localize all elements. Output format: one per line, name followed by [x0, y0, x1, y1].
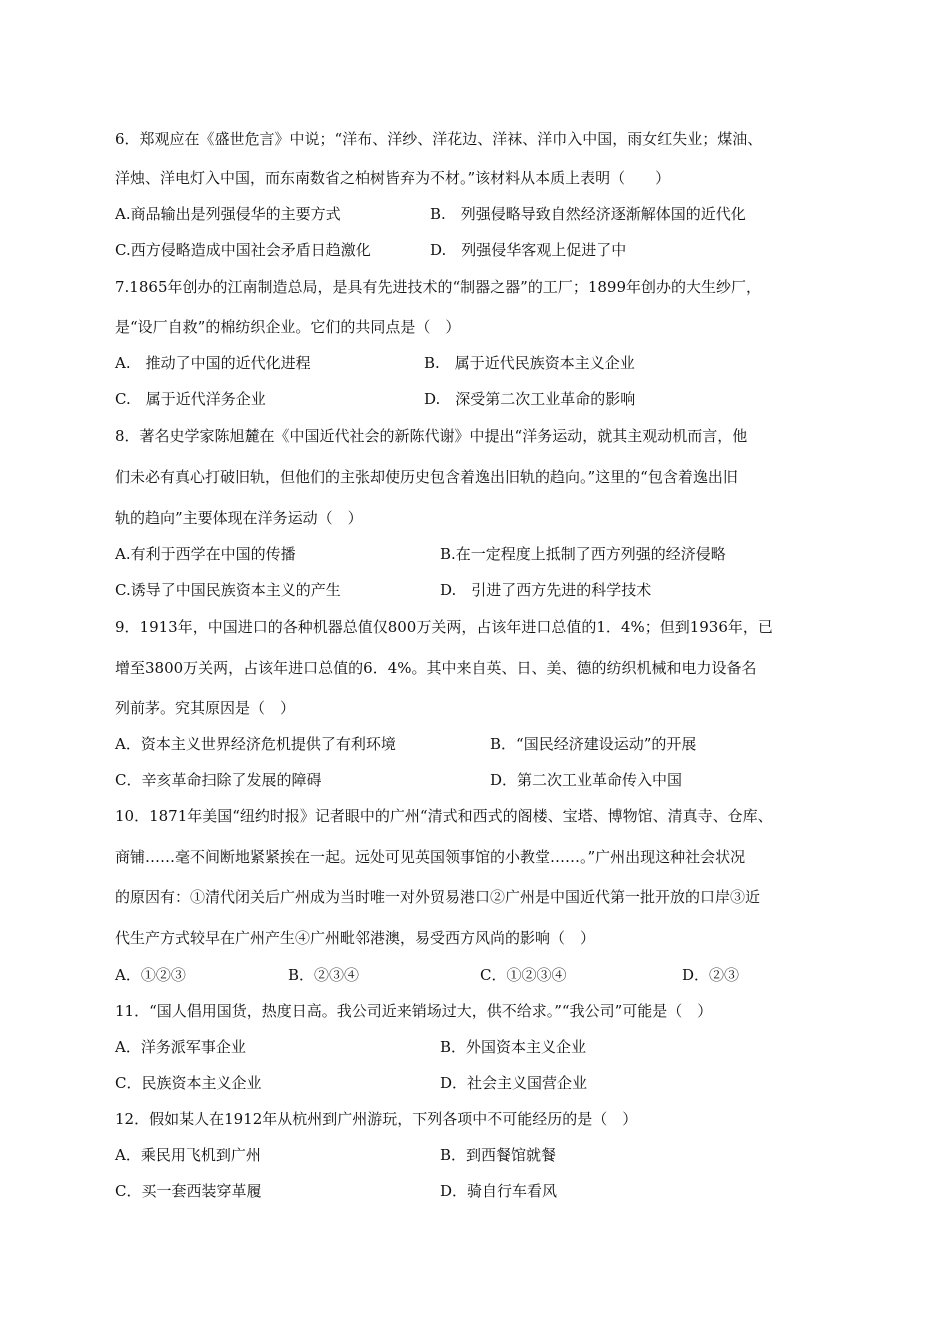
q12-option-b: B．到西餐馆就餐	[440, 1146, 557, 1164]
q6-option-a: A.商品输出是列强侵华的主要方式	[115, 205, 341, 223]
q8-stem-line-3: 轨的趋向”主要体现在洋务运动（ ）	[115, 509, 363, 527]
q9-option-c: C．辛亥革命扫除了发展的障碍	[115, 771, 322, 789]
q12-option-d: D．骑自行车看风	[440, 1182, 558, 1200]
q9-stem-line-1: 9．1913年，中国进口的各种机器总值仅800万关两，占该年进口总值的1．4%；但到1936年，已	[115, 618, 773, 636]
q10-option-b: B．②③④	[288, 966, 360, 984]
q7-option-b: B. 属于近代民族资本主义企业	[424, 354, 635, 372]
q10-option-d: D．②③	[682, 966, 740, 984]
q11-option-b: B．外国资本主义企业	[440, 1038, 587, 1056]
q7-stem-line-1: 7.1865年创办的江南制造总局，是具有先进技术的“制器之器”的工厂；1899年创办的大生纱厂，	[115, 278, 761, 296]
q9-option-a: A．资本主义世界经济危机提供了有利环境	[115, 735, 396, 753]
q6-stem-line-2: 洋烛、洋电灯入中国，而东南数省之柏树皆弃为不材。”该材料从本质上表明（ ）	[115, 169, 671, 187]
q12-option-c: C．买一套西装穿革履	[115, 1182, 262, 1200]
q11-option-a: A．洋务派军事企业	[115, 1038, 246, 1056]
q8-stem-line-2: 们未必有真心打破旧轨，但他们的主张却使历史包含着逸出旧轨的趋向。”这里的“包含着逸出旧	[115, 468, 738, 486]
q9-option-b: B．“国民经济建设运动”的开展	[490, 735, 697, 753]
q12-stem-line-1: 12．假如某人在1912年从杭州到广州游玩，下列各项中不可能经历的是（ ）	[115, 1110, 638, 1128]
q8-option-d: D. 引进了西方先进的科学技术	[440, 581, 652, 599]
q6-option-d: D. 列强侵华客观上促进了中	[430, 241, 627, 259]
q9-stem-line-2: 增至3800万关两，占该年进口总值的6．4%。其中来自英、日、美、德的纺织机械和电力设备名	[115, 659, 757, 677]
q7-option-c: C. 属于近代洋务企业	[115, 390, 266, 408]
q6-option-b: B. 列强侵略导致自然经济逐渐解体国的近代化	[430, 205, 746, 223]
q9-option-d: D．第二次工业革命传入中国	[490, 771, 683, 789]
q7-option-a: A. 推动了中国的近代化进程	[115, 354, 311, 372]
q6-option-c: C.西方侵略造成中国社会矛盾日趋激化	[115, 241, 371, 259]
q7-stem-line-2: 是“设厂自救”的棉纺织企业。它们的共同点是（ ）	[115, 318, 461, 336]
q8-option-b: B.在一定程度上抵制了西方列强的经济侵略	[440, 545, 726, 563]
q10-stem-line-3: 的原因有：①清代闭关后广州成为当时唯一对外贸易港口②广州是中国近代第一批开放的口岸③近	[115, 888, 761, 906]
q12-option-a: A．乘民用飞机到广州	[115, 1146, 261, 1164]
q6-stem-line-1: 6．郑观应在《盛世危言》中说；“洋布、洋纱、洋花边、洋袜、洋巾入中国，雨女红失业；煤油、	[115, 130, 763, 148]
q8-option-a: A.有利于西学在中国的传播	[115, 545, 296, 563]
q10-stem-line-4: 代生产方式较早在广州产生④广州毗邻港澳，易受西方风尚的影响（ ）	[115, 929, 596, 947]
q10-option-a: A．①②③	[115, 966, 186, 984]
q10-stem-line-2: 商铺……毫不间断地紧紧挨在一起。远处可见英国领事馆的小教堂……。”广州出现这种社会状况	[115, 848, 746, 866]
q8-option-c: C.诱导了中国民族资本主义的产生	[115, 581, 341, 599]
q8-stem-line-1: 8．著名史学家陈旭麓在《中国近代社会的新陈代谢》中提出“洋务运动，就其主观动机而言，他	[115, 427, 748, 445]
q11-option-d: D．社会主义国营企业	[440, 1074, 588, 1092]
q7-option-d: D. 深受第二次工业革命的影响	[424, 390, 636, 408]
q10-stem-line-1: 10．1871年美国“纽约时报》记者眼中的广州“清式和西式的阁楼、宝塔、博物馆、清真寺、仓库、	[115, 807, 773, 825]
q11-stem-line-1: 11．“国人倡用国货，热度日高。我公司近来销场过大，供不给求。”“我公司”可能是（ ）	[115, 1002, 713, 1020]
q11-option-c: C．民族资本主义企业	[115, 1074, 262, 1092]
q10-option-c: C．①②③④	[480, 966, 567, 984]
q9-stem-line-3: 列前茅。究其原因是（ ）	[115, 699, 296, 717]
